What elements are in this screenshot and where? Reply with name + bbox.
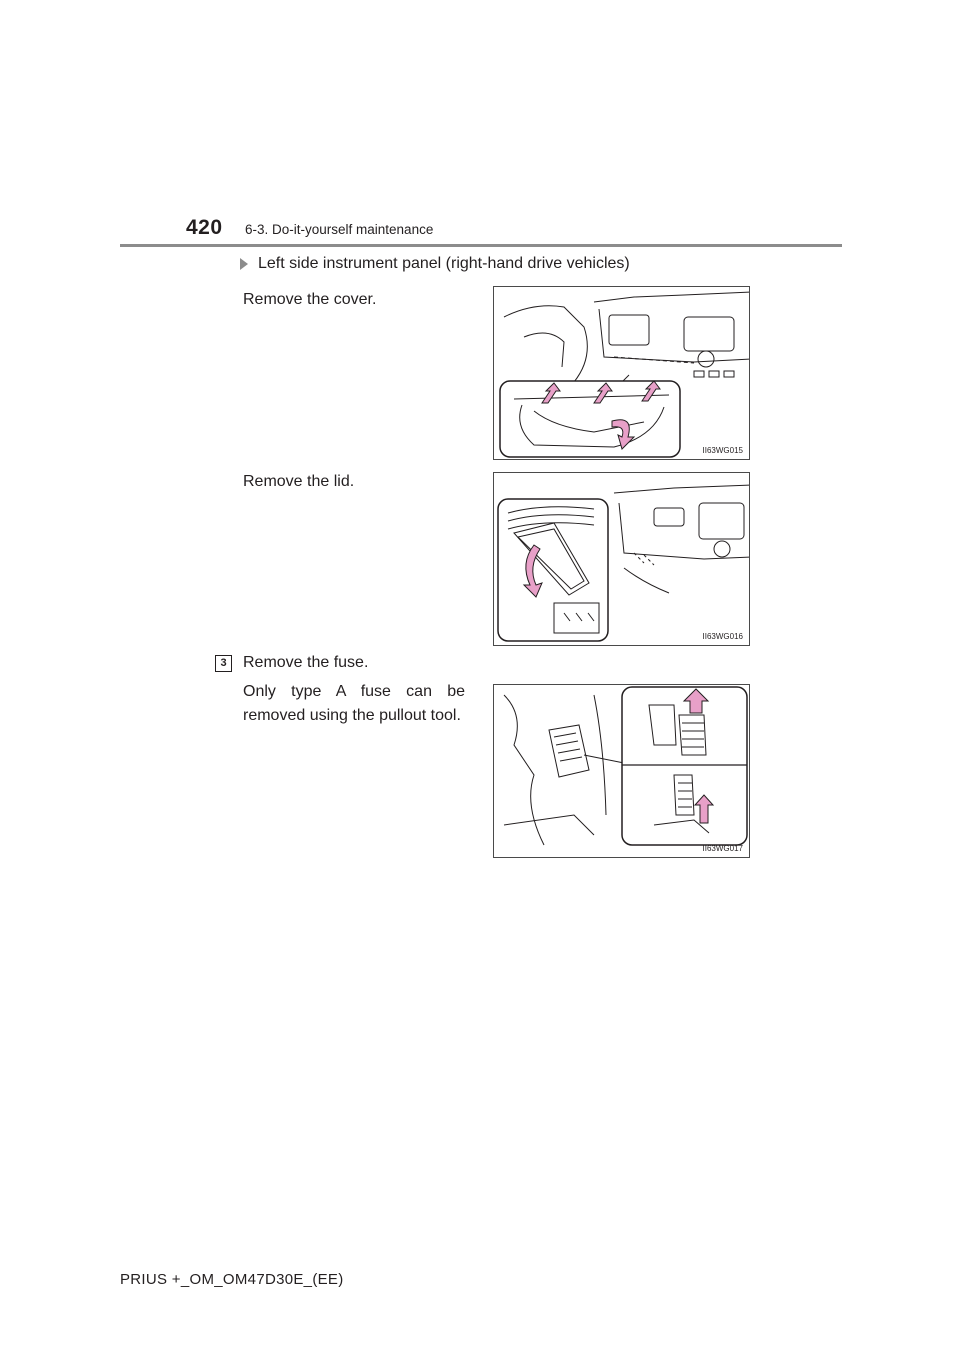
figure-code: II63WG015 (702, 446, 743, 455)
step-remove-cover: Remove the cover. (243, 291, 377, 308)
step-remove-lid: Remove the lid. (243, 473, 355, 490)
item-heading (240, 255, 630, 273)
figure-remove-cover (493, 286, 750, 460)
cover-illustration (494, 287, 750, 460)
step-fuse-note: Only type A fuse can be removed using the pullout tool. (243, 683, 465, 724)
figure-remove-lid (493, 472, 750, 646)
step-remove-fuse: Remove the fuse. (243, 654, 369, 671)
section-title: 6-3. Do-it-yourself maintenance (245, 222, 434, 237)
triangle-bullet-icon (240, 258, 248, 270)
figure-code: II63WG017 (702, 844, 743, 853)
item-heading-text: Left side instrument panel (right-hand drive vehicles) (258, 255, 630, 272)
figure-remove-fuse (493, 684, 750, 858)
step-number-badge: 3 (215, 655, 232, 672)
lid-illustration (494, 473, 750, 646)
fuse-illustration (494, 685, 750, 858)
footer-doc-id: PRIUS +_OM_OM47D30E_(EE) (120, 1271, 344, 1288)
header-rule (120, 244, 842, 247)
figure-code: II63WG016 (702, 632, 743, 641)
page-number: 420 (186, 216, 223, 239)
